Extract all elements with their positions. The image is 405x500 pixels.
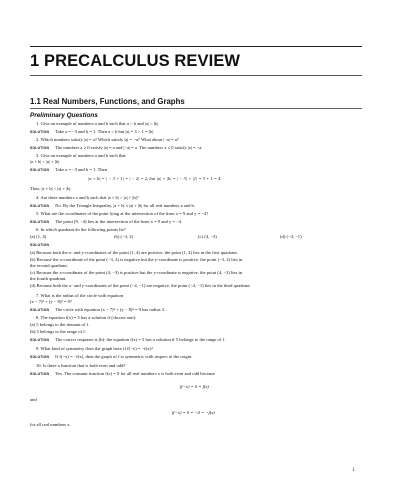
question-8-option-a: (a) 5 belongs to the domain of f. xyxy=(30,322,90,327)
subsection-title: Preliminary Questions xyxy=(30,112,98,119)
question-7: 7. What is the radius of the circle with equation xyxy=(36,293,124,298)
solution-label: SOLUTION xyxy=(30,203,50,208)
conjunction-and: and xyxy=(30,397,37,402)
question-6-option-a: (a) (1, 4) xyxy=(30,234,47,239)
equation-10a: f(−x) = 0 = f(x) xyxy=(180,384,209,389)
section-title: 1.1 Real Numbers, Functions, and Graphs xyxy=(30,97,185,106)
page-number: 1 xyxy=(352,468,355,473)
equation-3: |a + b| = | − 3 + 1| = | − 2| = 2, but |a| + |b| = | − 3| + |1| = 3 + 1 = 4. xyxy=(88,176,222,181)
solution-text: The point (9, −4) lies at the intersection of the lines x = 9 and y = −4. xyxy=(55,219,183,224)
question-5: 5. What are the coordinates of the point lying at the intersection of the lines x = 9 and y = −4? xyxy=(36,211,209,216)
solution-text: No. By the Triangle Inequality, |a + b| ≤ |a| + |b| for all real numbers a and b. xyxy=(55,203,195,208)
equation-10b: f(−x) = 0 = −0 = −f(x) xyxy=(172,410,215,415)
page xyxy=(30,0,362,500)
question-10: 10. Is there a function that is both even and odd? xyxy=(36,363,126,368)
question-6-option-c: (c) (4, −3) xyxy=(198,234,217,239)
solution-text: The numbers a ≥ 0 satisfy |a| = a and |−a| = a. The numbers a ≤ 0 satisfy |a| = −a. xyxy=(55,145,203,150)
solution-label: SOLUTION xyxy=(30,129,50,134)
top-rule xyxy=(30,46,362,47)
solution-text: Take a = −3 and b = 1. Then xyxy=(55,167,108,172)
question-7-expr: (x − 7)² + (y − 8)² = 9? xyxy=(30,299,72,304)
solution-8 xyxy=(30,337,225,343)
solution-text: The correct response is (b): the equation f(x) = 5 has a solution if 5 belongs to the range of f. xyxy=(55,337,226,342)
solution-label: SOLUTION xyxy=(30,371,50,376)
question-8-option-b: (b) 5 belongs to the range of f. xyxy=(30,329,86,334)
solution-label: SOLUTION xyxy=(30,219,50,224)
question-1: 1. Give an example of numbers a and b such that a < b and |a| > |b|. xyxy=(36,121,160,126)
solution-5 xyxy=(30,219,182,225)
question-4: 4. Are there numbers a and b such that |a + b| > |a| + |b|? xyxy=(36,195,139,200)
question-6-option-b: (b) (−3, 2) xyxy=(114,234,134,239)
solution-6c: (c) Because the x-coordinate of the point (4, −3) is positive but the y-coordinate is negative, the point (4, −3) lies in xyxy=(30,270,243,275)
solution-label: SOLUTION xyxy=(30,337,50,342)
solution-2 xyxy=(30,145,202,151)
solution-6a: (a) Because both the x- and y-coordinates of the point (1, 4) are positive, the point (1, 4) lies in the first quadrant. xyxy=(30,250,238,255)
solution-3-conclusion: Thus, |a + b| < |a| + |b|. xyxy=(30,186,72,191)
solution-7 xyxy=(30,307,165,313)
question-2: 2. Which numbers satisfy |a| = a? Which satisfy |a| = −a? What about |−a| = a? xyxy=(36,137,179,142)
solution-text: The circle with equation (x − 7)² + (y − 8)² = 9 has radius 3. xyxy=(55,307,166,312)
solution-4 xyxy=(30,203,195,209)
solution-label: SOLUTION xyxy=(30,243,50,247)
solution-label: SOLUTION xyxy=(30,167,50,172)
solution-6d: (d) Because both the x- and y-coordinates of the point (−4, −1) are negative, the point (−4, −1) lies in the third quadrant. xyxy=(30,283,251,288)
solution-6b: (b) Because the x-coordinate of the point (−3, 2) is negative but the y-coordinate is positive, the point (−3, 2) lies in xyxy=(30,257,243,262)
solution-label: SOLUTION xyxy=(30,354,50,359)
solution-6b-cont: the second quadrant. xyxy=(30,263,68,268)
solution-text: Take a = −3 and b = 1. Then a < b but |a| = 3 > 1 = |b|. xyxy=(55,129,154,134)
chapter-title: 1 PRECALCULUS REVIEW xyxy=(30,52,241,70)
question-3: 3. Give an example of numbers a and b such that xyxy=(36,153,126,158)
question-8: 8. The equation f(x) = 5 has a solution if (choose one): xyxy=(36,315,137,320)
section-rule xyxy=(30,108,362,109)
solution-label: SOLUTION xyxy=(30,145,50,150)
solution-10-conclusion: for all real numbers x. xyxy=(30,422,71,427)
question-3-expr: |a + b| < |a| + |b|. xyxy=(30,159,61,164)
solution-text: If f(−x) = −f(x), then the graph of f is symmetric with respect to the origin. xyxy=(55,354,193,359)
question-6: 6. In which quadrant do the following points lie? xyxy=(36,227,126,232)
solution-6c-cont: the fourth quadrant. xyxy=(30,276,67,281)
chapter-rule xyxy=(30,75,362,76)
solution-9 xyxy=(30,354,192,360)
solution-10 xyxy=(30,371,215,377)
solution-text: Yes. The constant function f(x) = 0 for all real numbers x is both even and odd because xyxy=(55,371,215,376)
solution-1 xyxy=(30,129,154,135)
solution-3 xyxy=(30,167,107,173)
question-9: 9. What kind of symmetry does the graph have if f(−x) = −f(x)? xyxy=(36,346,154,351)
solution-label: SOLUTION xyxy=(30,307,50,312)
question-6-option-d: (d) (−4, −1) xyxy=(280,234,302,239)
